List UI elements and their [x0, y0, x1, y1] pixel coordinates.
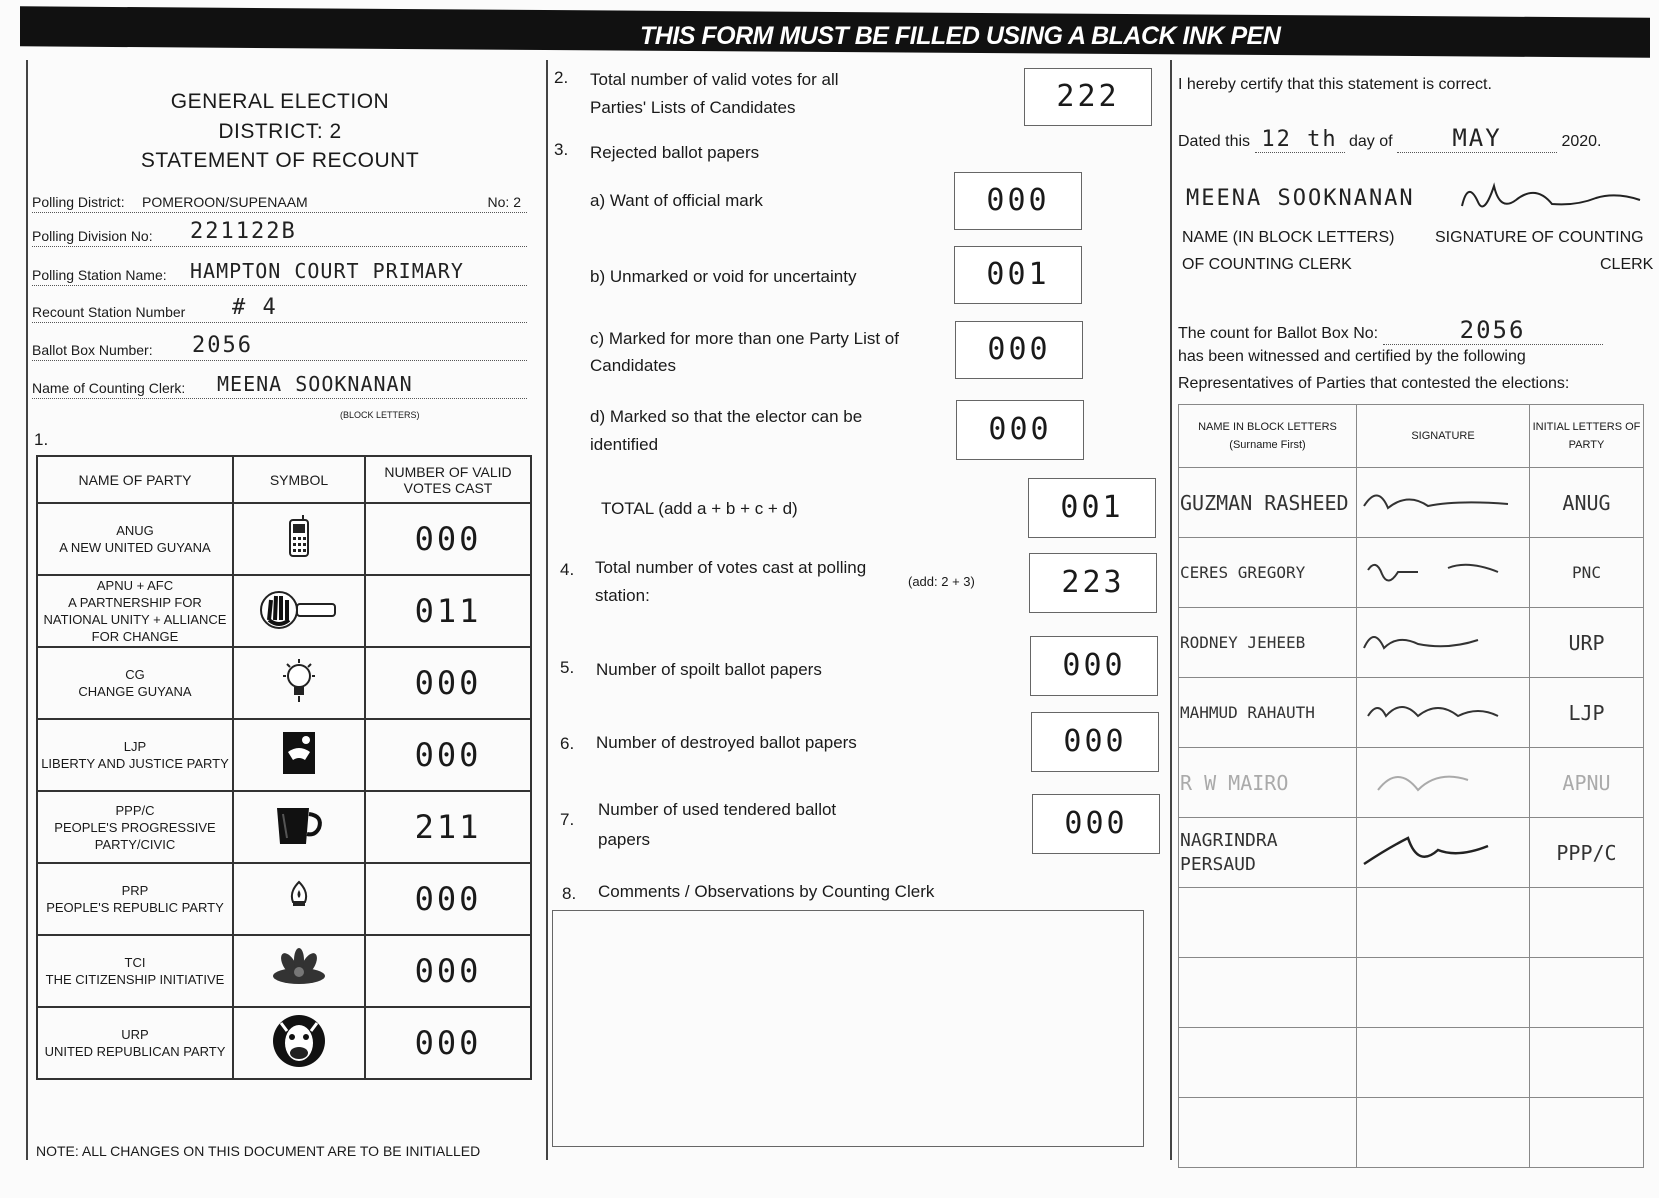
- count-line: [1178, 316, 1603, 345]
- counting-clerk-label: Name of Counting Clerk:: [32, 380, 186, 396]
- votes-cell: 000: [365, 863, 531, 935]
- item3-number: 3.: [554, 140, 569, 159]
- table-row: [1179, 538, 1644, 608]
- party-representatives-table: [1178, 404, 1644, 1168]
- table-row: [37, 1007, 531, 1079]
- party-full-name: PEOPLE'S REPUBLIC PARTY: [46, 900, 224, 915]
- item2-line1: Total number of valid votes for all: [590, 70, 839, 89]
- count-label: The count for Ballot Box No:: [1178, 325, 1379, 342]
- middle-divider: [546, 60, 548, 1160]
- item3d-line2: identified: [590, 435, 659, 454]
- cellphone-symbol-icon: [233, 503, 365, 575]
- column-header-symbol: SYMBOL: [233, 456, 365, 503]
- table-row: [37, 647, 531, 719]
- table-row: [1179, 818, 1644, 888]
- header-line1: GENERAL ELECTION: [170, 90, 390, 113]
- rep-name: R W MAIRO: [1179, 748, 1357, 818]
- section1-label: 1.: [34, 430, 49, 449]
- item6-number: 6.: [560, 734, 575, 753]
- party-abbr: ANUG: [116, 523, 154, 538]
- rep-name: GUZMAN RASHEED: [1179, 468, 1357, 538]
- rep-party: ANUG: [1530, 468, 1644, 538]
- left-column-border: [26, 60, 28, 1160]
- clerk-signature: [1456, 176, 1646, 222]
- party-name-cell: [37, 647, 233, 719]
- item3b-label: b) Unmarked or void for uncertainty: [590, 267, 857, 286]
- item8-label: Comments / Observations by Counting Clerk: [598, 882, 935, 901]
- item7-box: 000: [1032, 794, 1160, 854]
- rep-signature: [1357, 538, 1530, 608]
- table-row: [1179, 1098, 1644, 1168]
- banner-text: THIS FORM MUST BE FILLED USING A BLACK INK PEN: [640, 22, 1281, 50]
- day-of-label: day of: [1348, 133, 1393, 150]
- votes-cell: 000: [365, 503, 531, 575]
- signature-label-2: CLERK: [1600, 256, 1654, 273]
- item3-label: Rejected ballot papers: [590, 143, 760, 162]
- column-header-votes: NUMBER OF VALID VOTES CAST: [365, 456, 531, 503]
- flower-symbol-icon: [233, 935, 365, 1007]
- party-abbr: TCI: [124, 955, 146, 970]
- table-row: [37, 935, 531, 1007]
- polling-district-label: Polling District:: [32, 194, 125, 210]
- votes-cell: 000: [365, 647, 531, 719]
- counting-clerk-value: MEENA SOOKNANAN: [217, 372, 413, 396]
- rep-name: MAHMUD RAHAUTH: [1179, 678, 1357, 748]
- dated-line: [1178, 124, 1602, 153]
- table-row: [1179, 748, 1644, 818]
- item4-number: 4.: [560, 560, 575, 579]
- votes-cell: 000: [365, 935, 531, 1007]
- counting-clerk-field: [32, 374, 527, 399]
- table-row: [37, 791, 531, 863]
- polling-division-value: 221122B: [190, 219, 297, 244]
- rep-name: NAGRINDRA PERSAUD: [1179, 818, 1357, 888]
- rep-signature: [1357, 748, 1530, 818]
- column-header-party: NAME OF PARTY: [37, 456, 233, 503]
- cup-symbol-icon: [233, 791, 365, 863]
- party-votes-table: [36, 455, 532, 1080]
- year-label: 2020.: [1561, 133, 1602, 150]
- rep-party: PNC: [1530, 538, 1644, 608]
- item4-line2: station:: [595, 586, 650, 605]
- ballot-box-label: Ballot Box Number:: [32, 342, 153, 358]
- polling-division-field: [32, 219, 527, 247]
- header-line2: DISTRICT: 2: [218, 120, 342, 143]
- rep-party: PPP/C: [1530, 818, 1644, 888]
- item3d-line1: d) Marked so that the elector can be: [590, 407, 863, 426]
- cow-symbol-icon: [233, 1007, 365, 1079]
- item3a-box: 000: [954, 172, 1082, 230]
- table-row: [37, 503, 531, 575]
- party-name-cell: [37, 503, 233, 575]
- party-abbr: PRP: [121, 883, 149, 898]
- table-row: [37, 575, 531, 647]
- party-name-cell: [37, 935, 233, 1007]
- polling-district-field: [32, 188, 527, 213]
- item8-number: 8.: [562, 884, 577, 903]
- party-full-name: THE CITIZENSHIP INITIATIVE: [45, 972, 225, 987]
- block-letters-note: (BLOCK LETTERS): [340, 410, 420, 420]
- right-divider: [1170, 60, 1172, 1160]
- item7-line1: Number of used tendered ballot: [598, 800, 837, 819]
- ballot-box-value: 2056: [192, 333, 253, 358]
- party-full-name: A PARTNERSHIP FOR NATIONAL UNITY + ALLIANCE FOR CHANGE: [43, 595, 227, 644]
- total-label: TOTAL (add a + b + c + d): [601, 499, 798, 518]
- name-label-1: NAME (IN BLOCK LETTERS): [1182, 229, 1395, 246]
- lightbulb-symbol-icon: [233, 647, 365, 719]
- party-abbr: URP: [121, 1027, 149, 1042]
- votes-cell: 211: [365, 791, 531, 863]
- item7-line2: papers: [598, 830, 650, 849]
- item3c-line2: Candidates: [590, 356, 677, 375]
- rep-signature: [1357, 468, 1530, 538]
- table-row: [1179, 608, 1644, 678]
- table-row: [37, 863, 531, 935]
- party-full-name: UNITED REPUBLICAN PARTY: [44, 1044, 226, 1059]
- hand-key-symbol-icon: [233, 575, 365, 647]
- table-row: [1179, 958, 1644, 1028]
- party-full-name: CHANGE GUYANA: [78, 684, 192, 699]
- total-box: 001: [1028, 478, 1156, 538]
- polling-district-value: POMEROON/SUPENAAM: [142, 194, 308, 210]
- party-full-name: LIBERTY AND JUSTICE PARTY: [41, 756, 229, 771]
- party-name-cell: [37, 1007, 233, 1079]
- table-row: [37, 719, 531, 791]
- recount-station-label: Recount Station Number: [32, 304, 186, 320]
- item4-box: 223: [1029, 553, 1157, 613]
- item5-box: 000: [1030, 636, 1158, 696]
- table-row: [1179, 1028, 1644, 1098]
- item3c-line1: c) Marked for more than one Party List of: [590, 329, 899, 348]
- table-row: [1179, 888, 1644, 958]
- lamp-symbol-icon: [233, 863, 365, 935]
- item3c-box: 000: [955, 321, 1083, 379]
- rep-party: URP: [1530, 608, 1644, 678]
- rep-party: APNU: [1530, 748, 1644, 818]
- signature-label-1: SIGNATURE OF COUNTING: [1435, 229, 1644, 246]
- item4-add-note: (add: 2 + 3): [908, 574, 975, 589]
- party-abbr: APNU + AFC: [96, 578, 174, 593]
- rep-name: RODNEY JEHEEB: [1179, 608, 1357, 678]
- witness-line1: has been witnessed and certified by the following: [1178, 348, 1526, 365]
- polling-station-field: [32, 261, 527, 286]
- recount-station-field: [32, 295, 527, 323]
- rep-signature: [1357, 818, 1530, 888]
- handshake-symbol-icon: [233, 719, 365, 791]
- comments-box[interactable]: [552, 910, 1144, 1147]
- votes-cell: 000: [365, 1007, 531, 1079]
- party-abbr: LJP: [123, 739, 147, 754]
- reps-header-name: NAME IN BLOCK LETTERS (Surname First): [1179, 405, 1357, 468]
- reps-header-signature: SIGNATURE: [1357, 405, 1530, 468]
- votes-cell: 000: [365, 719, 531, 791]
- party-name-cell: [37, 863, 233, 935]
- item6-box: 000: [1031, 712, 1159, 772]
- footer-note: NOTE: ALL CHANGES ON THIS DOCUMENT ARE TO BE INITIALLED: [36, 1143, 481, 1159]
- item6-label: Number of destroyed ballot papers: [596, 733, 857, 752]
- item3a-label: a) Want of official mark: [590, 191, 763, 210]
- party-name-cell: [37, 791, 233, 863]
- party-name-cell: [37, 719, 233, 791]
- dated-month: MAY: [1397, 124, 1557, 153]
- item2-line2: Parties' Lists of Candidates: [590, 98, 796, 117]
- table-row: [1179, 678, 1644, 748]
- dated-day: 12 th: [1255, 127, 1345, 153]
- item3b-box: 001: [954, 246, 1082, 304]
- recount-station-value: # 4: [232, 295, 278, 320]
- rep-signature: [1357, 608, 1530, 678]
- votes-cell: 011: [365, 575, 531, 647]
- witness-line2: Representatives of Parties that contested the elections:: [1178, 375, 1570, 392]
- party-full-name: PEOPLE'S PROGRESSIVE PARTY/CIVIC: [54, 819, 216, 852]
- ballot-box-field: [32, 333, 527, 361]
- rep-party: LJP: [1530, 678, 1644, 748]
- rep-name: CERES GREGORY: [1179, 538, 1357, 608]
- party-abbr: PPP/C: [115, 802, 155, 818]
- header-line3: STATEMENT OF RECOUNT: [140, 149, 420, 172]
- item4-line1: Total number of votes cast at polling: [595, 558, 867, 577]
- rep-signature: [1357, 678, 1530, 748]
- polling-district-no: No: 2: [487, 194, 521, 210]
- item3d-box: 000: [956, 400, 1084, 460]
- party-name-cell: [37, 575, 233, 647]
- certify-text: I hereby certify that this statement is correct.: [1178, 76, 1492, 93]
- count-value: 2056: [1383, 316, 1603, 345]
- polling-station-label: Polling Station Name:: [32, 267, 167, 283]
- item7-number: 7.: [560, 810, 575, 829]
- table-row: [1179, 468, 1644, 538]
- dated-label: Dated this: [1178, 133, 1251, 150]
- item2-number: 2.: [554, 68, 569, 87]
- clerk-name-handwritten: MEENA SOOKNANAN: [1186, 186, 1415, 211]
- polling-station-value: HAMPTON COURT PRIMARY: [190, 259, 464, 283]
- reps-header-party: INITIAL LETTERS OF PARTY: [1530, 405, 1644, 468]
- party-abbr: CG: [125, 667, 145, 682]
- item5-label: Number of spoilt ballot papers: [596, 660, 822, 679]
- polling-division-label: Polling Division No:: [32, 228, 153, 244]
- item5-number: 5.: [560, 658, 575, 677]
- item2-valid-votes-box: 222: [1024, 68, 1152, 126]
- name-label-2: OF COUNTING CLERK: [1182, 256, 1352, 273]
- party-full-name: A NEW UNITED GUYANA: [59, 540, 211, 555]
